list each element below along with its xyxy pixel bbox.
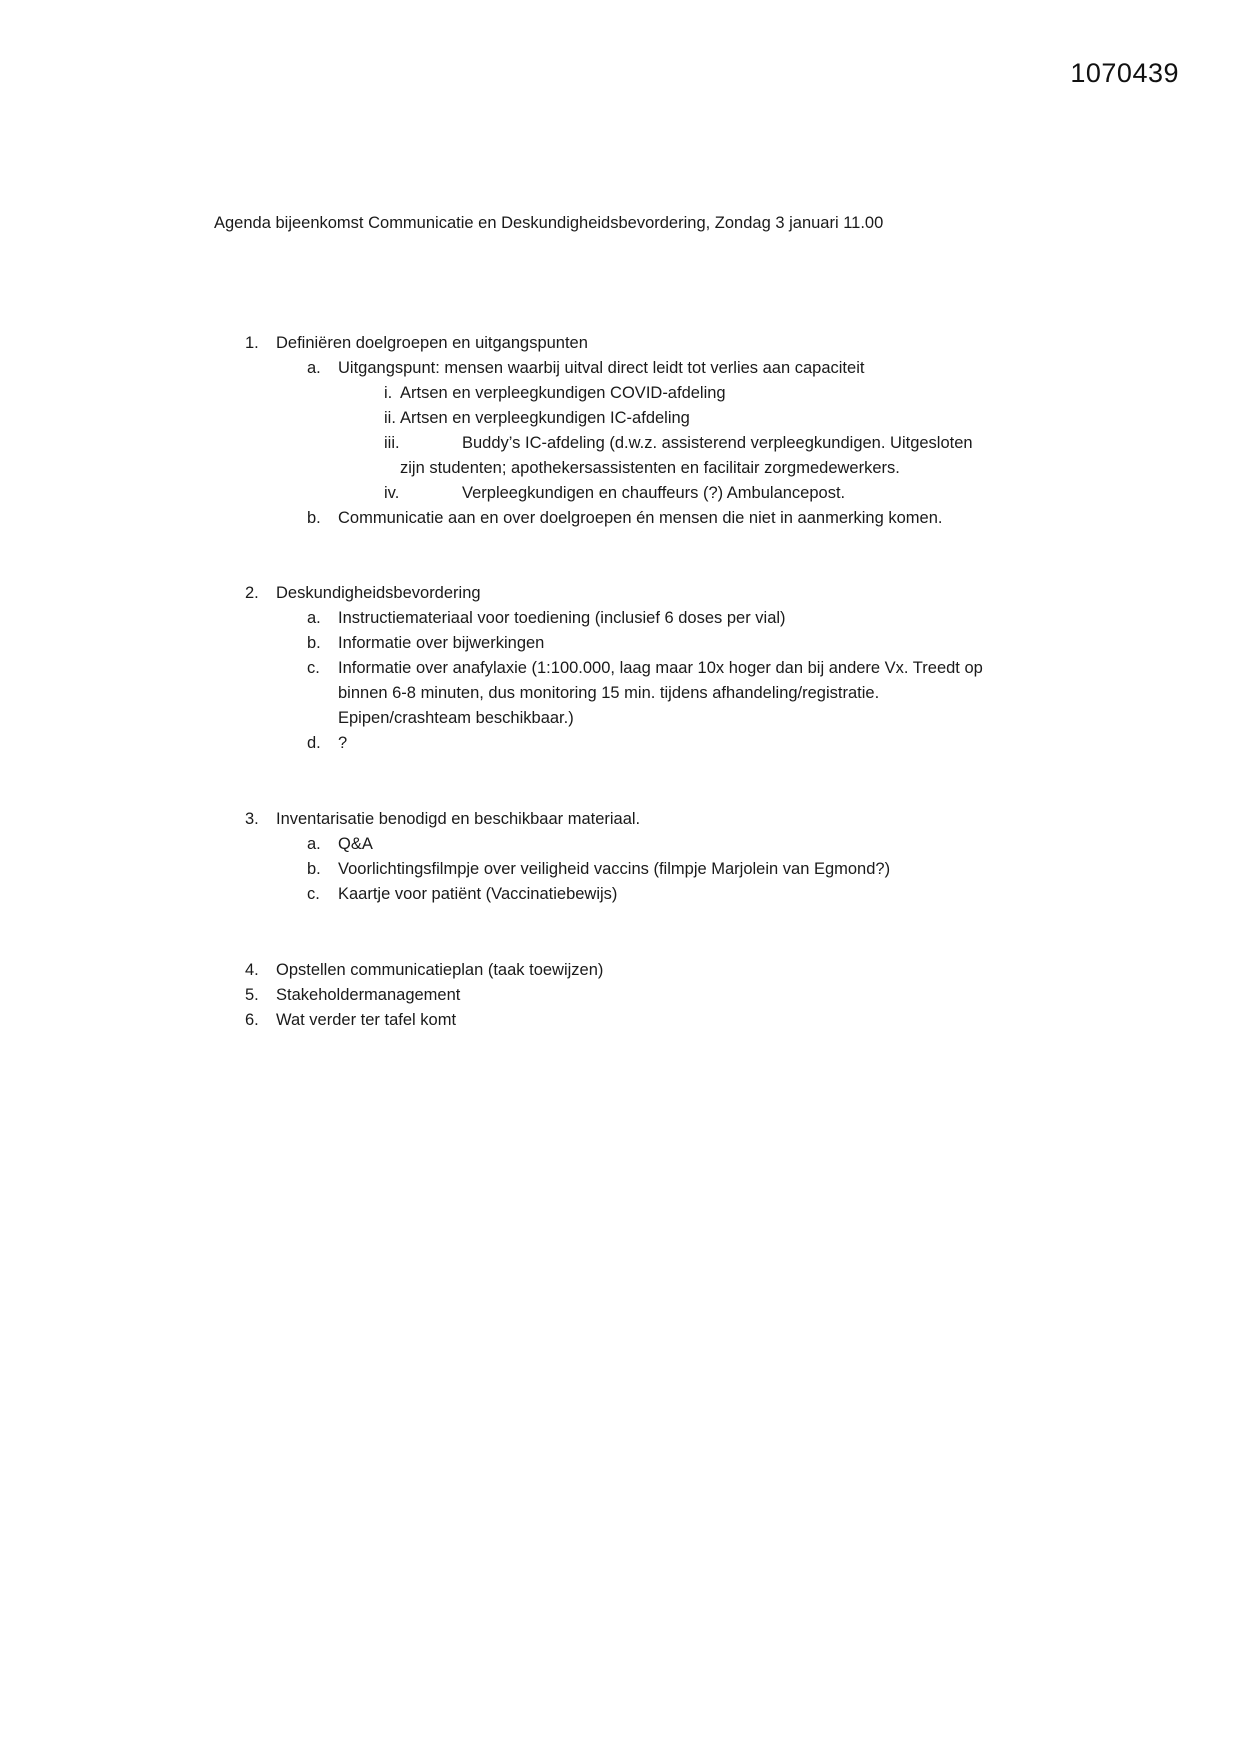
subitem-letter: a. [307,359,321,377]
subitem-text: Uitgangspunt: mensen waarbij uitval direct leidt tot verlies aan capaciteit [338,359,865,377]
subitem-letter: b. [307,634,321,652]
item-number: 2. [245,584,259,602]
subitem-text: Instructiemateriaal voor toediening (inclusief 6 doses per vial) [338,609,786,627]
subsubitem-text: Verpleegkundigen en chauffeurs (?) Ambulancepost. [462,484,846,502]
item-number: 4. [245,961,259,979]
subitem-letter: a. [307,835,321,853]
item-text: Deskundigheidsbevordering [276,584,481,602]
item-text: Wat verder ter tafel komt [276,1011,457,1029]
subitem-text: ? [338,734,348,752]
subitem-text-continued: binnen 6-8 minuten, dus monitoring 15 min. tijdens afhandeling/registratie. [338,684,880,702]
item-text: Opstellen communicatieplan (taak toewijzen) [276,961,604,979]
subsubitem-numeral: iii. [384,434,400,452]
item-text: Stakeholdermanagement [276,986,461,1004]
item-number: 6. [245,1011,259,1029]
subsubitem-text-continued: zijn studenten; apothekersassistenten en facilitair zorgmedewerkers. [400,459,900,477]
subitem-letter: b. [307,509,321,527]
subitem-text: Voorlichtingsfilmpje over veiligheid vaccins (filmpje Marjolein van Egmond?) [338,860,891,878]
subitem-letter: c. [307,885,320,903]
subitem-letter: b. [307,860,321,878]
subsubitem-text: Artsen en verpleegkundigen COVID-afdeling [400,384,726,402]
subitem-text-continued: Epipen/crashteam beschikbaar.) [338,709,574,727]
item-number: 5. [245,986,259,1004]
subitem-text: Kaartje voor patiënt (Vaccinatiebewijs) [338,885,618,903]
item-number: 1. [245,334,259,352]
subitem-text: Communicatie aan en over doelgroepen én mensen die niet in aanmerking komen. [338,509,943,527]
subsubitem-numeral: i. [384,384,393,402]
subsubitem-numeral: ii. [384,409,396,427]
agenda-title: Agenda bijeenkomst Communicatie en Deskundigheidsbevordering, Zondag 3 januari 11.00 [214,214,884,232]
subitem-letter: d. [307,734,321,752]
document-id-number: 1070439 [1070,58,1179,88]
subitem-text: Informatie over bijwerkingen [338,634,545,652]
item-text: Inventarisatie benodigd en beschikbaar materiaal. [276,810,641,828]
subitem-text: Q&A [338,835,373,853]
subsubitem-text: Buddy’s IC-afdeling (d.w.z. assisterend verpleegkundigen. Uitgesloten [462,434,973,452]
subitem-letter: a. [307,609,321,627]
subsubitem-numeral: iv. [384,484,400,502]
subitem-letter: c. [307,659,320,677]
subitem-text: Informatie over anafylaxie (1:100.000, laag maar 10x hoger dan bij andere Vx. Treedt op [338,659,983,677]
subsubitem-text: Artsen en verpleegkundigen IC-afdeling [400,409,690,427]
item-text: Definiëren doelgroepen en uitgangspunten [276,334,588,352]
item-number: 3. [245,810,259,828]
